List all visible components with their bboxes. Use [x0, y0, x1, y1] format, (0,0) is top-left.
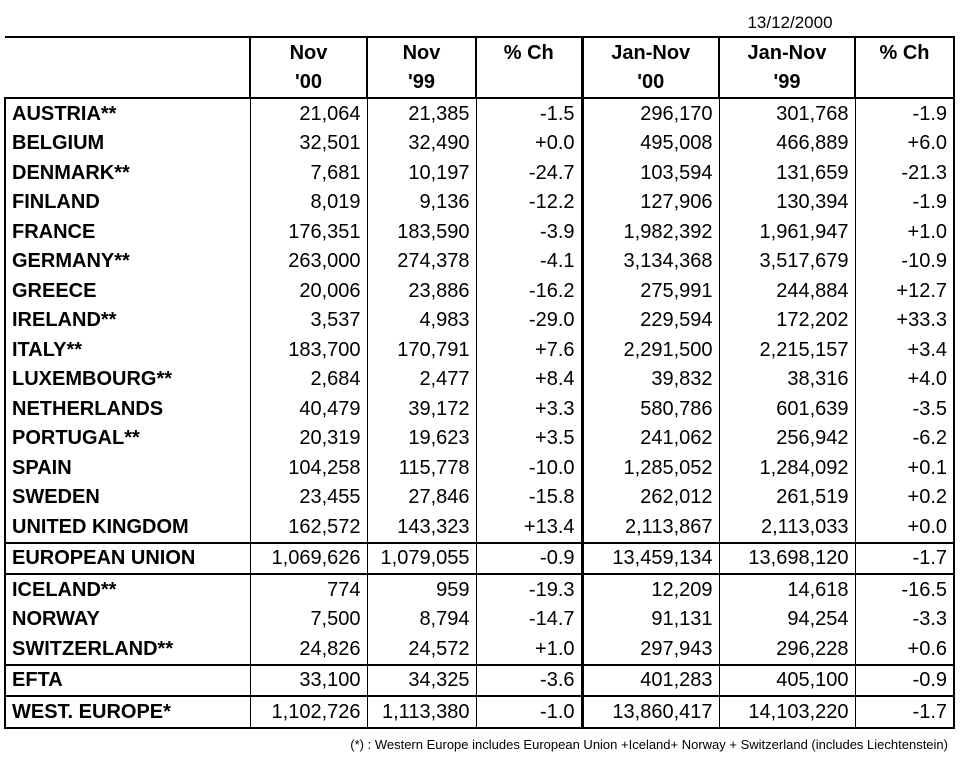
value-cell: -1.5: [476, 98, 582, 129]
column-header: % Ch: [855, 37, 954, 68]
value-cell: 40,479: [250, 394, 367, 424]
country-cell: UNITED KINGDOM: [5, 512, 250, 543]
value-cell: -24.7: [476, 158, 582, 188]
value-cell: 2,113,867: [582, 512, 719, 543]
table-row: [5, 634, 954, 665]
value-cell: 39,832: [582, 365, 719, 395]
country-cell: EFTA: [5, 665, 250, 697]
table-row: [5, 217, 954, 247]
value-cell: 466,889: [719, 129, 855, 159]
table-row: [5, 665, 954, 697]
country-cell: LUXEMBOURG**: [5, 365, 250, 395]
column-header: Jan-Nov: [582, 37, 719, 68]
value-cell: -6.2: [855, 424, 954, 454]
value-cell: 263,000: [250, 247, 367, 277]
table-row: [5, 453, 954, 483]
value-cell: -14.7: [476, 605, 582, 635]
value-cell: +0.1: [855, 453, 954, 483]
country-cell: NORWAY: [5, 605, 250, 635]
value-cell: 24,826: [250, 634, 367, 665]
value-cell: 20,319: [250, 424, 367, 454]
footnote: (*) : Western Europe includes European Union +Iceland+ Norway + Switzerland (includes Liechtenstein): [350, 737, 948, 752]
value-cell: 261,519: [719, 483, 855, 513]
value-cell: 127,906: [582, 188, 719, 218]
country-cell: SPAIN: [5, 453, 250, 483]
value-cell: 19,623: [367, 424, 476, 454]
value-cell: 13,459,134: [582, 543, 719, 575]
value-cell: 10,197: [367, 158, 476, 188]
value-cell: 183,700: [250, 335, 367, 365]
country-cell: IRELAND**: [5, 306, 250, 336]
value-cell: 1,069,626: [250, 543, 367, 575]
value-cell: 7,681: [250, 158, 367, 188]
value-cell: -10.9: [855, 247, 954, 277]
country-cell: ICELAND**: [5, 574, 250, 605]
value-cell: -1.0: [476, 696, 582, 728]
value-cell: 12,209: [582, 574, 719, 605]
value-cell: 21,064: [250, 98, 367, 129]
value-cell: +0.0: [855, 512, 954, 543]
country-cell: AUSTRIA**: [5, 98, 250, 129]
table-row: [5, 605, 954, 635]
value-cell: 959: [367, 574, 476, 605]
value-cell: -3.9: [476, 217, 582, 247]
table-row: [5, 98, 954, 129]
value-cell: 241,062: [582, 424, 719, 454]
value-cell: 183,590: [367, 217, 476, 247]
column-header: Nov: [250, 37, 367, 68]
column-subheader: [476, 68, 582, 99]
value-cell: 1,982,392: [582, 217, 719, 247]
value-cell: 8,019: [250, 188, 367, 218]
value-cell: 4,983: [367, 306, 476, 336]
value-cell: -1.9: [855, 188, 954, 218]
value-cell: +8.4: [476, 365, 582, 395]
value-cell: 601,639: [719, 394, 855, 424]
header-corner: [5, 68, 250, 99]
value-cell: 1,113,380: [367, 696, 476, 728]
value-cell: 32,490: [367, 129, 476, 159]
value-cell: 275,991: [582, 276, 719, 306]
value-cell: -4.1: [476, 247, 582, 277]
value-cell: -16.5: [855, 574, 954, 605]
value-cell: 23,886: [367, 276, 476, 306]
value-cell: 3,517,679: [719, 247, 855, 277]
value-cell: +1.0: [476, 634, 582, 665]
value-cell: 9,136: [367, 188, 476, 218]
column-header: Jan-Nov: [719, 37, 855, 68]
table-row: [5, 696, 954, 728]
value-cell: 580,786: [582, 394, 719, 424]
value-cell: 2,215,157: [719, 335, 855, 365]
value-cell: 229,594: [582, 306, 719, 336]
column-header: Nov: [367, 37, 476, 68]
value-cell: -3.5: [855, 394, 954, 424]
value-cell: +0.6: [855, 634, 954, 665]
value-cell: +33.3: [855, 306, 954, 336]
country-cell: NETHERLANDS: [5, 394, 250, 424]
value-cell: 115,778: [367, 453, 476, 483]
value-cell: -15.8: [476, 483, 582, 513]
column-subheader: '00: [582, 68, 719, 99]
value-cell: 131,659: [719, 158, 855, 188]
country-cell: GERMANY**: [5, 247, 250, 277]
value-cell: 2,684: [250, 365, 367, 395]
value-cell: +7.6: [476, 335, 582, 365]
value-cell: 774: [250, 574, 367, 605]
country-cell: SWITZERLAND**: [5, 634, 250, 665]
column-subheader: '99: [719, 68, 855, 99]
table-body: [5, 98, 954, 728]
column-subheader: [855, 68, 954, 99]
value-cell: 24,572: [367, 634, 476, 665]
value-cell: 172,202: [719, 306, 855, 336]
value-cell: 104,258: [250, 453, 367, 483]
value-cell: 13,698,120: [719, 543, 855, 575]
column-subheader: '00: [250, 68, 367, 99]
value-cell: 401,283: [582, 665, 719, 697]
value-cell: 301,768: [719, 98, 855, 129]
value-cell: 3,134,368: [582, 247, 719, 277]
value-cell: 143,323: [367, 512, 476, 543]
value-cell: 130,394: [719, 188, 855, 218]
value-cell: 1,961,947: [719, 217, 855, 247]
value-cell: -10.0: [476, 453, 582, 483]
value-cell: 1,284,092: [719, 453, 855, 483]
table-row: [5, 483, 954, 513]
value-cell: +0.0: [476, 129, 582, 159]
value-cell: 170,791: [367, 335, 476, 365]
table-row: [5, 335, 954, 365]
column-subheader: '99: [367, 68, 476, 99]
value-cell: -19.3: [476, 574, 582, 605]
value-cell: -21.3: [855, 158, 954, 188]
value-cell: 91,131: [582, 605, 719, 635]
value-cell: 20,006: [250, 276, 367, 306]
value-cell: 13,860,417: [582, 696, 719, 728]
table-row: [5, 129, 954, 159]
value-cell: +1.0: [855, 217, 954, 247]
value-cell: +4.0: [855, 365, 954, 395]
value-cell: 244,884: [719, 276, 855, 306]
country-cell: ITALY**: [5, 335, 250, 365]
country-cell: BELGIUM: [5, 129, 250, 159]
value-cell: -16.2: [476, 276, 582, 306]
value-cell: +3.3: [476, 394, 582, 424]
value-cell: -1.7: [855, 543, 954, 575]
value-cell: 1,285,052: [582, 453, 719, 483]
value-cell: 256,942: [719, 424, 855, 454]
table-row: [5, 543, 954, 575]
country-cell: DENMARK**: [5, 158, 250, 188]
value-cell: 2,113,033: [719, 512, 855, 543]
value-cell: -3.3: [855, 605, 954, 635]
value-cell: 103,594: [582, 158, 719, 188]
value-cell: -12.2: [476, 188, 582, 218]
country-cell: WEST. EUROPE*: [5, 696, 250, 728]
value-cell: 297,943: [582, 634, 719, 665]
value-cell: -1.7: [855, 696, 954, 728]
country-cell: GREECE: [5, 276, 250, 306]
value-cell: +0.2: [855, 483, 954, 513]
header-corner: [5, 37, 250, 68]
value-cell: 176,351: [250, 217, 367, 247]
value-cell: 7,500: [250, 605, 367, 635]
value-cell: -0.9: [476, 543, 582, 575]
country-cell: EUROPEAN UNION: [5, 543, 250, 575]
value-cell: 2,291,500: [582, 335, 719, 365]
value-cell: 495,008: [582, 129, 719, 159]
value-cell: -29.0: [476, 306, 582, 336]
country-cell: PORTUGAL**: [5, 424, 250, 454]
table-row: [5, 158, 954, 188]
value-cell: -0.9: [855, 665, 954, 697]
table-row: [5, 424, 954, 454]
value-cell: 1,079,055: [367, 543, 476, 575]
table-row: [5, 247, 954, 277]
value-cell: 14,103,220: [719, 696, 855, 728]
value-cell: 274,378: [367, 247, 476, 277]
value-cell: 296,170: [582, 98, 719, 129]
value-cell: +3.4: [855, 335, 954, 365]
value-cell: +13.4: [476, 512, 582, 543]
value-cell: 296,228: [719, 634, 855, 665]
value-cell: 1,102,726: [250, 696, 367, 728]
value-cell: 8,794: [367, 605, 476, 635]
value-cell: 34,325: [367, 665, 476, 697]
value-cell: +6.0: [855, 129, 954, 159]
country-cell: FRANCE: [5, 217, 250, 247]
value-cell: 23,455: [250, 483, 367, 513]
value-cell: -3.6: [476, 665, 582, 697]
value-cell: 262,012: [582, 483, 719, 513]
value-cell: 27,846: [367, 483, 476, 513]
table-row: [5, 574, 954, 605]
table-row: [5, 512, 954, 543]
table-row: [5, 394, 954, 424]
value-cell: -1.9: [855, 98, 954, 129]
value-cell: 3,537: [250, 306, 367, 336]
value-cell: +12.7: [855, 276, 954, 306]
country-cell: FINLAND: [5, 188, 250, 218]
value-cell: +3.5: [476, 424, 582, 454]
value-cell: 14,618: [719, 574, 855, 605]
value-cell: 162,572: [250, 512, 367, 543]
value-cell: 32,501: [250, 129, 367, 159]
value-cell: 33,100: [250, 665, 367, 697]
table-header: [5, 37, 954, 98]
table-row: [5, 276, 954, 306]
value-cell: 94,254: [719, 605, 855, 635]
table-row: [5, 188, 954, 218]
country-cell: SWEDEN: [5, 483, 250, 513]
column-header: % Ch: [476, 37, 582, 68]
value-cell: 39,172: [367, 394, 476, 424]
value-cell: 405,100: [719, 665, 855, 697]
value-cell: 2,477: [367, 365, 476, 395]
table-row: [5, 306, 954, 336]
value-cell: 38,316: [719, 365, 855, 395]
report-date: 13/12/2000: [747, 13, 833, 32]
registrations-table: [4, 36, 955, 729]
value-cell: 21,385: [367, 98, 476, 129]
table-row: [5, 365, 954, 395]
